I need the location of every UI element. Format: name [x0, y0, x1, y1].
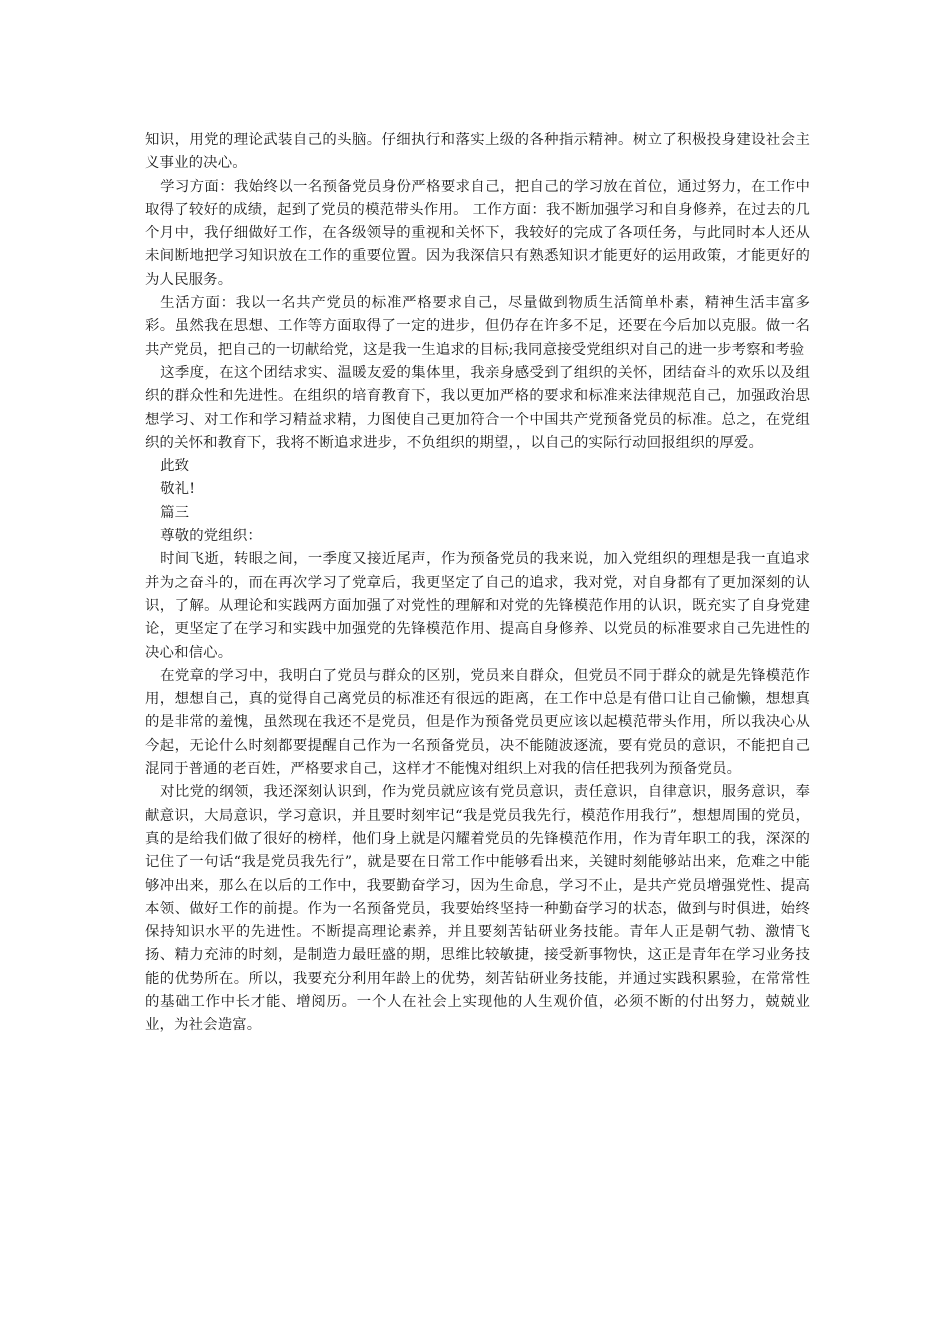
paragraph-party-program: 对比党的纲领，我还深刻认识到，作为党员就应该有党员意识，责任意识，自律意识，服务意识，奉献意识，大局意识，学习意识，并且要时刻牢记“我是党员我先行，模范作用我行”，想想周围的党员，真的是给我们做了很好的榜样，他们身上就是闪耀着党员的先锋模范作用，作为青年职工的我，深深的记住了一句话“我是党员我先行”，就是要在日常工作中能够看出来，关键时刻能够站出来，危难之中能够冲出来，那么在以后的工作中，我要勤奋学习，因为生命息，学习不止，是共产党员增强党性、提高本领、做好工作的前提。作为一名预备党员，我要始终坚持一种勤奋学习的状态，做到与时俱进，始终保持知识水平的先进性。不断提高理论素养，并且要刻苦钻研业务技能。青年人正是朝气勃、激情飞扬、精力充沛的时刻，是制造力最旺盛的期，思维比较敏捷，接受新事物快，这正是青年在学习业务技能的优势所在。所以，我要充分利用年龄上的优势，刻苦钻研业务技能，并通过实践积累验，在常常性的基础工作中长才能、增阅历。一个人在社会上实现他的人生观价值，必须不断的付出努力，兢兢业业，为社会造富。 — [145, 784, 810, 1034]
paragraph-quarter: 这季度，在这个团结求实、温暖友爱的集体里，我亲身感受到了组织的关怀，团结奋斗的欢乐以及组织的群众性和先进性。在组织的培育教育下，我以更加严格的要求和标准来法律规范自己，加强政治思想学习、对工作和学习精益求精，力图使自己更加符合一个中国共产党预备党员的标准。总之，在党组织的关怀和教育下，我将不断追求进步，不负组织的期望，，以自己的实际行动回报组织的厚爱。 — [145, 364, 810, 451]
closing-regards: 敬礼! — [160, 481, 196, 498]
paragraph-time: 时间飞逝，转眼之间，一季度又接近尾声，作为预备党员的我来说，加入党组织的理想是我一直追求并为之奋斗的，而在再次学习了党章后，我更坚定了自己的追求，我对党，对自身都有了更加深刻的认识，了解。从理论和实践两方面加强了对党性的理解和对党的先锋模范作用的认识，既充实了自身党建论，更坚定了在学习和实践中加强党的先锋模范作用、提高自身修养、以党员的标准要求自己先进性的决心和信心。 — [145, 551, 810, 661]
paragraph-continuation: 知识，用党的理论武装自己的头脑。仔细执行和落实上级的各种指示精神。树立了积极投身建设社会主义事业的决心。 — [145, 132, 810, 172]
paragraph-study-work: 学习方面：我始终以一名预备党员身份严格要求自己，把自己的学习放在首位，通过努力，在工作中取得了较好的成绩，起到了党员的模范带头作用。 工作方面：我不断加强学习和自身修养，在过去的几个月中，我仔细做好工作，在各级领导的重视和关怀下，我较好的完成了各项任务，与此同时本人还从未间断地把学习知识放在工作的重要位置。因为我深信只有熟悉知识才能更好的运用政策，才能更好的为人民服务。 — [145, 178, 810, 288]
paragraph-life: 生活方面：我以一名共产党员的标准严格要求自己，尽量做到物质生活简单朴素，精神生活丰富多彩。虽然我在思想、工作等方面取得了一定的进步，但仍存在许多不足，还要在今后加以克服。做一名共产党员，把自己的一切献给党，这是我一生追求的目标;我同意接受党组织对自己的进一步考察和考验 — [145, 295, 810, 358]
paragraph-party-charter: 在党章的学习中，我明白了党员与群众的区别，党员来自群众，但党员不同于群众的就是先锋模范作用，想想自己，真的觉得自己离党员的标准还有很远的距离，在工作中总是有借口让自己偷懒，想想真的是非常的羞愧，虽然现在我还不是党员，但是作为预备党员更应该以起模范带头作用，所以我决心从今起，无论什么时刻都要提醒自己作为一名预备党员，决不能随波逐流，要有党员的意识，不能把自己混同于普通的老百姓，严格要求自己，这样才不能愧对组织上对我的信任把我列为预备党员。 — [145, 667, 810, 778]
document-body — [145, 129, 810, 1038]
section-heading: 篇三 — [160, 504, 190, 521]
greeting: 尊敬的党组织： — [160, 528, 262, 545]
closing-salutation: 此致 — [160, 458, 190, 475]
